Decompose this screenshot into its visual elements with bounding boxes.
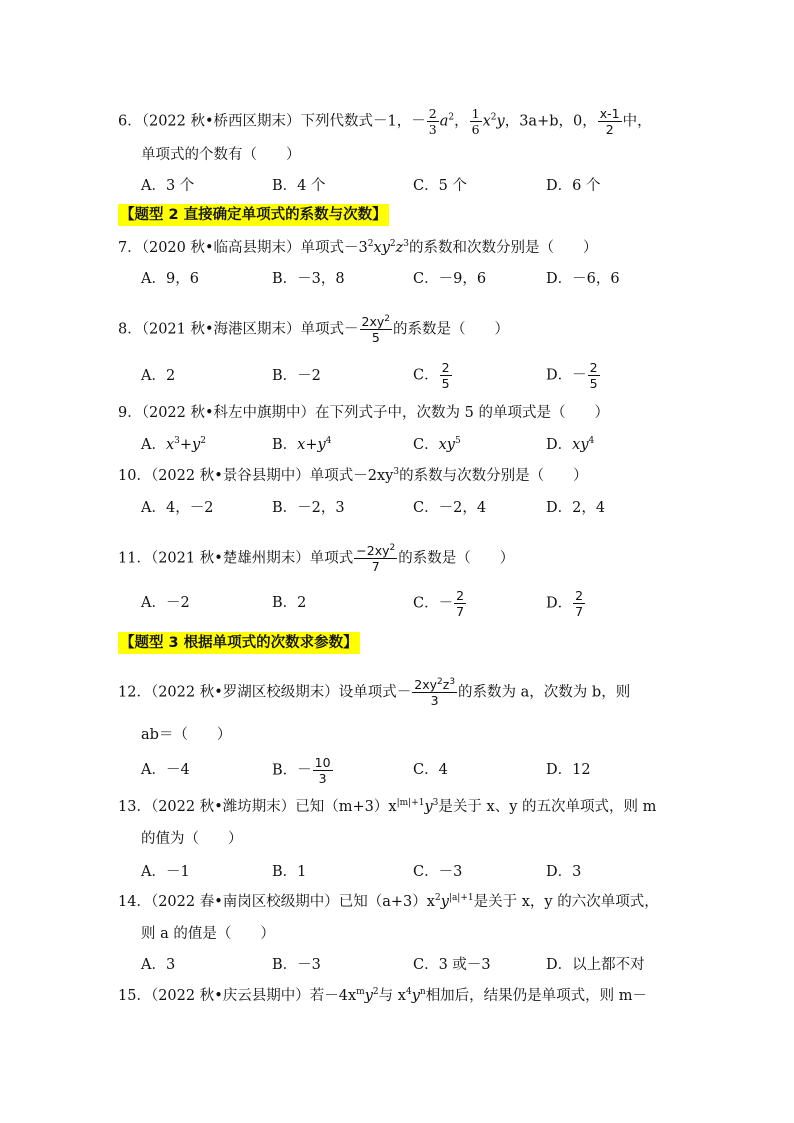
q13-line1: 13．（2022 秋•潍坊期末）已知$(m+3)x^{|m|+1}y^3$是关于 x、y 的五次单项式，则 m [118, 798, 657, 815]
q11-option-b: B．2 [272, 595, 307, 611]
q6-option-c: C．5 个 [413, 178, 467, 194]
q11-line1: 11．（2021 秋•楚雄州期末）单项式 $\frac{-2xy^2}{7}$ 的系数是（ ） [118, 542, 515, 574]
q10-option-d: D．2，4 [546, 500, 606, 516]
q9-option-a: A．$x^3+y^2$ [141, 436, 206, 453]
q12-line1: 12．（2022 秋•罗湖区校级期末）设单项式－ $\frac{2xy^2z^3}{3}$ 的系数为 a，次数为 b，则 [118, 676, 631, 708]
q6-option-a: A．3 个 [141, 178, 195, 194]
q8-option-b: B．－2 [272, 368, 321, 384]
q7-option-a: A．9，6 [141, 271, 199, 287]
q9-line1: 9．（2022 秋•科左中旗期中）在下列式子中，次数为 5 的单项式是（ ） [118, 405, 609, 421]
q9-option-b: B．$x+y^4$ [272, 436, 332, 453]
q6-fraction-3: $\frac{x-1}{2}$ [599, 106, 620, 137]
q7-option-c: C．－9，6 [413, 271, 487, 287]
q11-option-d: D． $\frac{2}{7}$ [546, 588, 584, 619]
q6-stem: 下列代数式－1，－ [300, 113, 426, 130]
q14-line2: 则 a 的值是（ ） [141, 926, 275, 942]
q6-source: （2022 秋•桥西区期末） [141, 113, 301, 130]
q11-fraction: $\frac{-2xy^2}{7}$ [356, 542, 396, 574]
q10-line1: 10．（2022 秋•景谷县期中）单项式$-2xy^3$的系数与次数分别是（ ） [118, 467, 588, 484]
q15-line1: 15．（2022 秋•庆云县期中）若$-4x^my^2$与 $x^4y^n$相加后，结果仍是单项式，则 m－ [118, 987, 648, 1004]
q10-option-a: A．4，－2 [141, 500, 214, 516]
q14-line1: 14．（2022 春•南岗区校级期中）已知$(a+3)x^2y^{|a|+1}$是关于 x，y 的六次单项式， [118, 893, 659, 910]
section-banner-2: 【题型 2 直接确定单项式的系数与次数】 [118, 204, 389, 226]
q6-fraction-2: $\frac{1}{6}$ [471, 106, 480, 137]
q14-option-d: D．以上都不对 [546, 957, 645, 973]
q12-option-d: D．12 [546, 762, 591, 778]
q12-option-a: A．－4 [141, 762, 190, 778]
q10-option-b: B．－2，3 [272, 500, 345, 516]
q9-option-c: C．$xy^5$ [413, 436, 461, 453]
q7-option-b: B．－3，8 [272, 271, 345, 287]
q12-line2: ab＝（ ） [141, 727, 232, 743]
q13-option-c: C．－3 [413, 864, 463, 880]
q6-option-d: D．6 个 [546, 178, 601, 194]
q8-fraction: $\frac{2xy^2}{5}$ [361, 313, 391, 345]
q6-line1: 6．（2022 秋•桥西区期末）下列代数式－1，－ $\frac{2}{3}$ $a^2$， $\frac{1}{6}$ $x^2y$，3a+b，0， $\frac{x-1}{2}$ 中， [118, 106, 652, 137]
q14-option-a: A．3 [141, 957, 176, 973]
q8-option-d: D．－ $\frac{2}{5}$ [546, 360, 598, 391]
q13-option-d: D．3 [546, 864, 582, 880]
q9-option-d: D．$xy^4$ [546, 436, 595, 453]
q12-option-b: B．－ $\frac{10}{3}$ [272, 755, 331, 786]
q6-fraction-1: $\frac{2}{3}$ [428, 106, 437, 137]
q14-option-b: B．－3 [272, 957, 321, 973]
q8-option-c: C． $\frac{2}{5}$ [413, 360, 450, 391]
q13-line2: 的值为（ ） [141, 831, 243, 847]
q8-option-a: A．2 [141, 368, 176, 384]
q12-fraction: $\frac{2xy^2z^3}{3}$ [414, 676, 456, 708]
q13-option-b: B．1 [272, 864, 307, 880]
q6-line2: 单项式的个数有（ ） [141, 147, 301, 163]
q11-option-a: A．－2 [141, 595, 190, 611]
q8-line1: 8．（2021 秋•海港区期末）单项式－ $\frac{2xy^2}{5}$ 的系数是（ ） [118, 313, 510, 345]
q12-option-c: C．4 [413, 762, 448, 778]
q6-option-b: B．4 个 [272, 178, 326, 194]
q10-option-c: C．－2，4 [413, 500, 487, 516]
q14-option-c: C．3 或－3 [413, 957, 491, 973]
section-banner-3: 【题型 3 根据单项式的次数求参数】 [118, 632, 360, 654]
q6-number: 6． [118, 113, 142, 130]
q7-option-d: D．－6，6 [546, 271, 620, 287]
q7-line1: 7．（2020 秋•临高县期末）单项式$-3^2xy^2z^3$的系数和次数分别是（ ） [118, 239, 598, 256]
q13-option-a: A．－1 [141, 864, 190, 880]
q11-option-c: C．－ $\frac{2}{7}$ [413, 588, 465, 619]
